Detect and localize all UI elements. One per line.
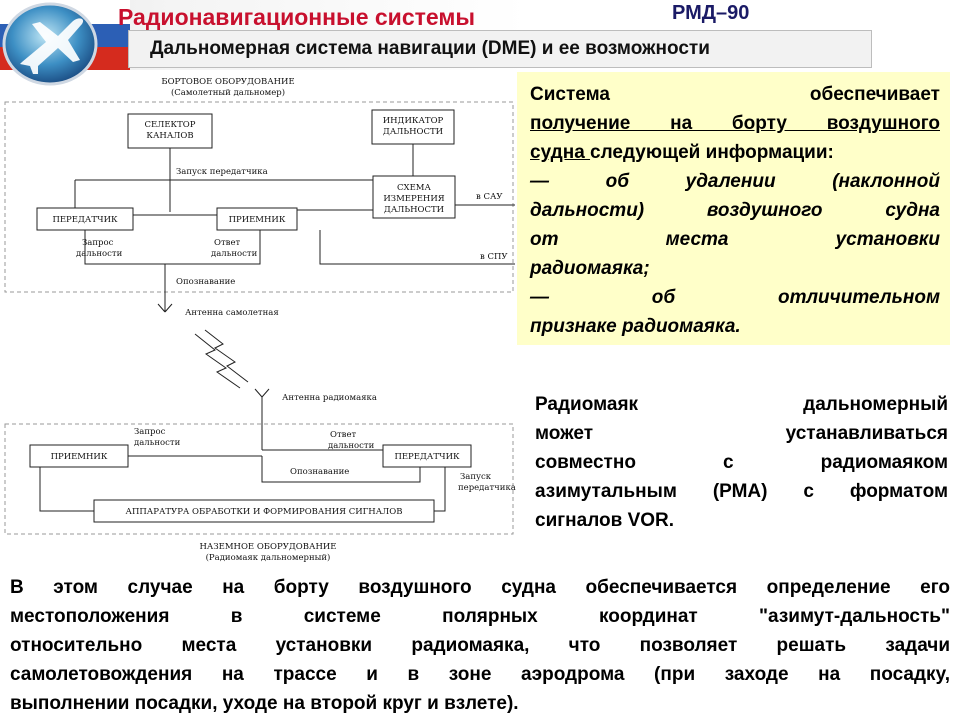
info-line-rest: следующей информации:: [590, 142, 834, 163]
bottom-text-line: относительно места установки радиомаяка, что позволяет решать задачи: [10, 635, 950, 656]
beacon-text-line: сигналов VOR.: [535, 510, 675, 531]
info-line: радиомаяка;: [530, 258, 650, 279]
resp-range-label-1: Ответ: [214, 238, 241, 248]
measure-label-3: ДАЛЬНОСТИ: [383, 205, 445, 215]
info-line-underlined: судна: [530, 142, 591, 163]
beacon-text-line: совместно с радиомаяком: [535, 452, 948, 473]
header-title: Радионавигационные системы: [118, 4, 476, 30]
transmitter-label: ПЕРЕДАТЧИК: [52, 215, 118, 225]
bottom-text-line: выполнении посадки, уходе на второй круг и взлете).: [10, 693, 519, 714]
onboard-title: БОРТОВОЕ ОБОРУДОВАНИЕ: [161, 77, 295, 87]
g-launch-label-1: Запуск: [460, 472, 492, 482]
measure-label-1: СХЕМА: [397, 183, 431, 193]
g-req-label-2: дальности: [134, 438, 181, 448]
to-spu-label: в СПУ: [480, 252, 508, 262]
bottom-text-line: самолетовождения на трассе и в зоне аэродрома (при заходе на посадку,: [10, 664, 950, 685]
info-line: Система обеспечивает: [530, 84, 940, 105]
dme-block-diagram: [0, 72, 520, 577]
req-range-label-1: Запрос: [82, 238, 114, 248]
info-line: получение на борту воздушного: [530, 113, 940, 134]
slide-subtitle: Дальномерная система навигации (DME) и ее возможности: [150, 38, 710, 59]
beacon-text-line: может устанавливаться: [535, 423, 948, 444]
g-resp-label-2: дальности: [328, 441, 375, 451]
ground-receiver-label: ПРИЕМНИК: [50, 452, 108, 462]
info-line: дальности) воздушного судна: [530, 200, 940, 221]
slide-code: РМД–90: [672, 2, 750, 24]
to-sau-label: в САУ: [476, 192, 503, 202]
beacon-antenna-label: Антенна радиомаяка: [282, 393, 377, 403]
g-ident-label: Опознавание: [290, 467, 350, 477]
ground-title: НАЗЕМНОЕ ОБОРУДОВАНИЕ: [199, 542, 337, 552]
processing-label: АППАРАТУРА ОБРАБОТКИ И ФОРМИРОВАНИЯ СИГНАЛОВ: [125, 507, 403, 517]
g-launch-label-2: передатчика: [458, 483, 516, 493]
info-line: — об отличительном: [530, 287, 940, 308]
req-range-label-2: дальности: [76, 249, 123, 259]
beacon-text-line: азимутальным (РМА) с форматом: [535, 481, 948, 502]
resp-range-label-2: дальности: [211, 249, 258, 259]
info-line: от места установки: [530, 229, 940, 250]
measure-label-2: ИЗМЕРЕНИЯ: [383, 194, 445, 204]
selector-label-2: КАНАЛОВ: [146, 131, 194, 141]
info-line: [530, 138, 940, 167]
launch-tx-label: Запуск передатчика: [176, 167, 268, 177]
aircraft-antenna-label: Антенна самолетная: [185, 308, 279, 318]
indicator-label-1: ИНДИКАТОР: [382, 116, 444, 126]
g-resp-label-1: Ответ: [330, 430, 357, 440]
ground-subtitle: (Радиомаяк дальномерный): [205, 553, 331, 563]
onboard-subtitle: (Самолетный дальномер): [170, 88, 286, 98]
bottom-text-line: местоположения в системе полярных координат "азимут-дальность": [10, 606, 950, 627]
ident-label: Опознавание: [176, 277, 236, 287]
bottom-text-line: В этом случае на борту воздушного судна обеспечивается определение его: [10, 577, 950, 598]
receiver-label: ПРИЕМНИК: [228, 215, 286, 225]
info-line: признаке радиомаяка.: [530, 316, 741, 337]
indicator-label-2: ДАЛЬНОСТИ: [382, 127, 444, 137]
g-req-label-1: Запрос: [134, 427, 166, 437]
selector-label-1: СЕЛЕКТОР: [144, 120, 196, 130]
ground-transmitter-label: ПЕРЕДАТЧИК: [394, 452, 460, 462]
beacon-text-line: Радиомаяк дальномерный: [535, 394, 948, 415]
beacon-antenna-icon: [255, 389, 269, 450]
info-line: — об удалении (наклонной: [530, 171, 940, 192]
